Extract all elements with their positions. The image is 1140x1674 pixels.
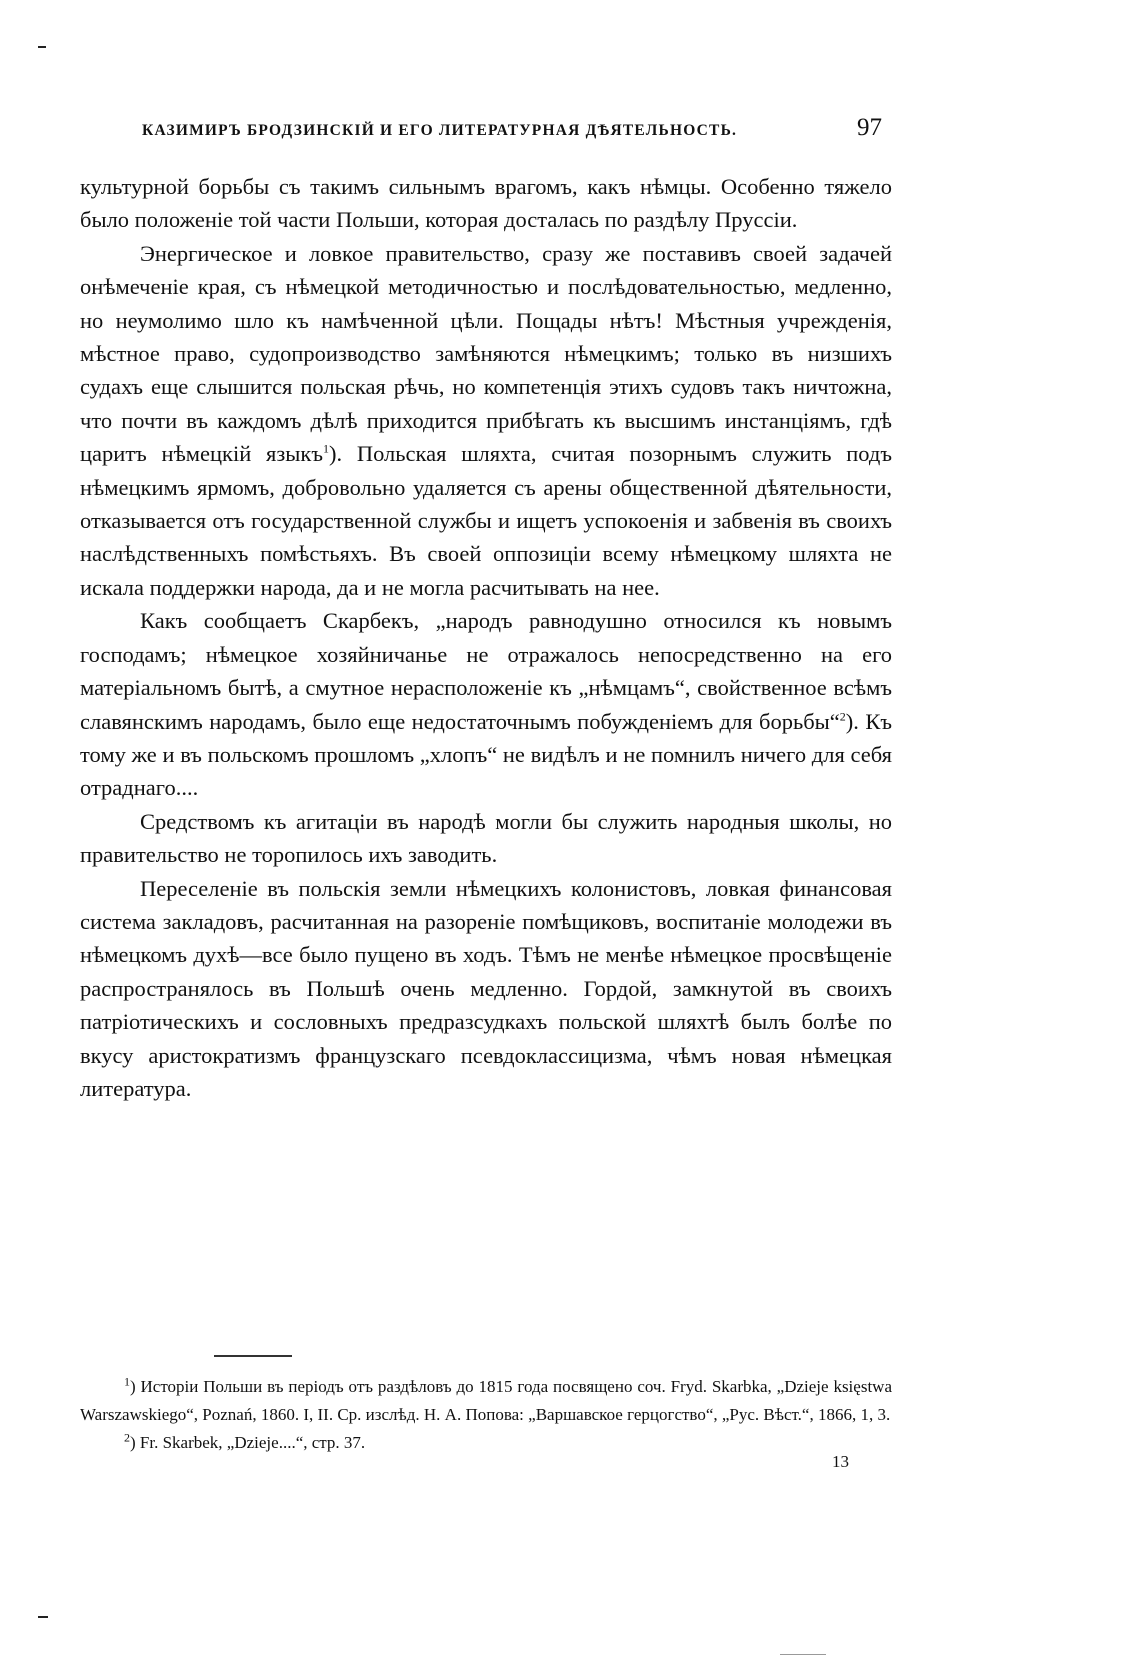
scan-corner-mark — [38, 46, 46, 48]
paragraph-2 — [80, 237, 892, 604]
printer-signature: 13 — [832, 1452, 849, 1471]
body-text — [80, 170, 892, 1105]
running-head — [142, 114, 882, 150]
paragraph-2-cont: ). Польская шляхта, считая позорнымъ служить подъ нѣмецкимъ ярмомъ, добровольно удаляется съ арены общественной дѣятельности, отказывается отъ государственной службы и ищетъ успокоенія и забвенія въ своихъ наслѣдственныхъ помѣстьяхъ. Въ своей оппозиціи всему нѣмецкому шляхта не искала поддержки народа, да и не могла расчитывать на нее. — [80, 441, 892, 600]
running-title: КАЗИМИРЪ БРОДЗИНСКІЙ И ЕГО ЛИТЕРАТУРНАЯ ДѢЯТЕЛЬНОСТЬ. — [142, 122, 738, 139]
paragraph-4: Средствомъ къ агитаціи въ народѣ могли бы служить народныя школы, но правительство не торопилось ихъ заводить. — [80, 808, 892, 868]
page-number: 97 — [857, 114, 882, 141]
footnote-1-mark: 1 — [124, 1374, 130, 1389]
footnotes — [80, 1373, 892, 1457]
note-ref-2: 2 — [839, 709, 846, 723]
paragraph-3-text: Какъ сообщаетъ Скарбекъ, „народъ равнодушно относился къ новымъ господамъ; нѣмецкое хозяйничанье не отражалось непосредственно на его матеріальномъ бытѣ, а смутное нерасположеніе къ „нѣмцамъ“, свойственное всѣмъ славянскимъ народамъ, было еще недостаточнымъ побужденіемъ для борьбы“ — [80, 608, 892, 734]
scan-bottom-mark — [38, 1616, 48, 1618]
paragraph-3 — [80, 604, 892, 804]
footnote-1 — [80, 1373, 892, 1429]
footnote-2 — [80, 1429, 892, 1457]
footnote-2-text: ) Fr. Skarbek, „Dzieje....“, стр. 37. — [130, 1433, 366, 1452]
paragraph-1: культурной борьбы съ такимъ сильнымъ врагомъ, какъ нѣмцы. Особенно тяжело было положеніе той части Польши, которая досталась по раздѣлу Пруссіи. — [80, 174, 892, 233]
paragraph-3-cont: ). Къ тому же и въ польскомъ прошломъ „хлопъ“ не видѣлъ и не помнилъ ничего для себя отраднаго.... — [80, 708, 892, 801]
footnote-1-text: ) Исторіи Польши въ періодъ отъ раздѣловъ до 1815 года посвящено соч. Fryd. Skarbka, „Dzieje księstwa Warszawskiego“, Poznań, 1860. I, II. Ср. изслѣд. Н. А. Попова: „Варшавское герцогство“, „Рус. Вѣст.“, 1866, 1, 3. — [80, 1377, 892, 1424]
note-ref-1: 1 — [322, 441, 329, 456]
footnote-rule — [214, 1355, 292, 1357]
paragraph-2-text: Энергическое и ловкое правительство, сразу же поставивъ своей задачей онѣмеченіе края, съ нѣмецкой методичностью и послѣдовательностью, медленно, но неумолимо шло къ намѣченной цѣли. Пощады нѣтъ! Мѣстныя учрежденія, мѣстное право, судопроизводство замѣняются нѣмецкимъ; только въ низшихъ судахъ еще слышится польская рѣчь, но компетенція этихъ судовъ такъ ничтожна, что почти въ каждомъ дѣлѣ приходится прибѣгать къ высшимъ инстанціямъ, гдѣ царитъ нѣмецкій языкъ — [80, 240, 892, 467]
scan-bottom-rule — [780, 1654, 826, 1655]
footnote-2-mark: 2 — [124, 1430, 130, 1445]
paragraph-5: Переселеніе въ польскія земли нѣмецкихъ колонистовъ, ловкая финансовая система закладовъ, расчитанная на разореніе помѣщиковъ, воспитаніе молодежи въ нѣмецкомъ духѣ—все было пущено въ ходъ. Тѣмъ не менѣе нѣмецкое просвѣщеніе распространялось въ Польшѣ очень медленно. Гордой, замкнутой въ своихъ патріотическихъ и сословныхъ предразсудкахъ польской шляхтѣ былъ болѣе по вкусу аристократизмъ французскаго псевдоклассицизма, чѣмъ новая нѣмецкая литература. — [80, 875, 892, 1101]
